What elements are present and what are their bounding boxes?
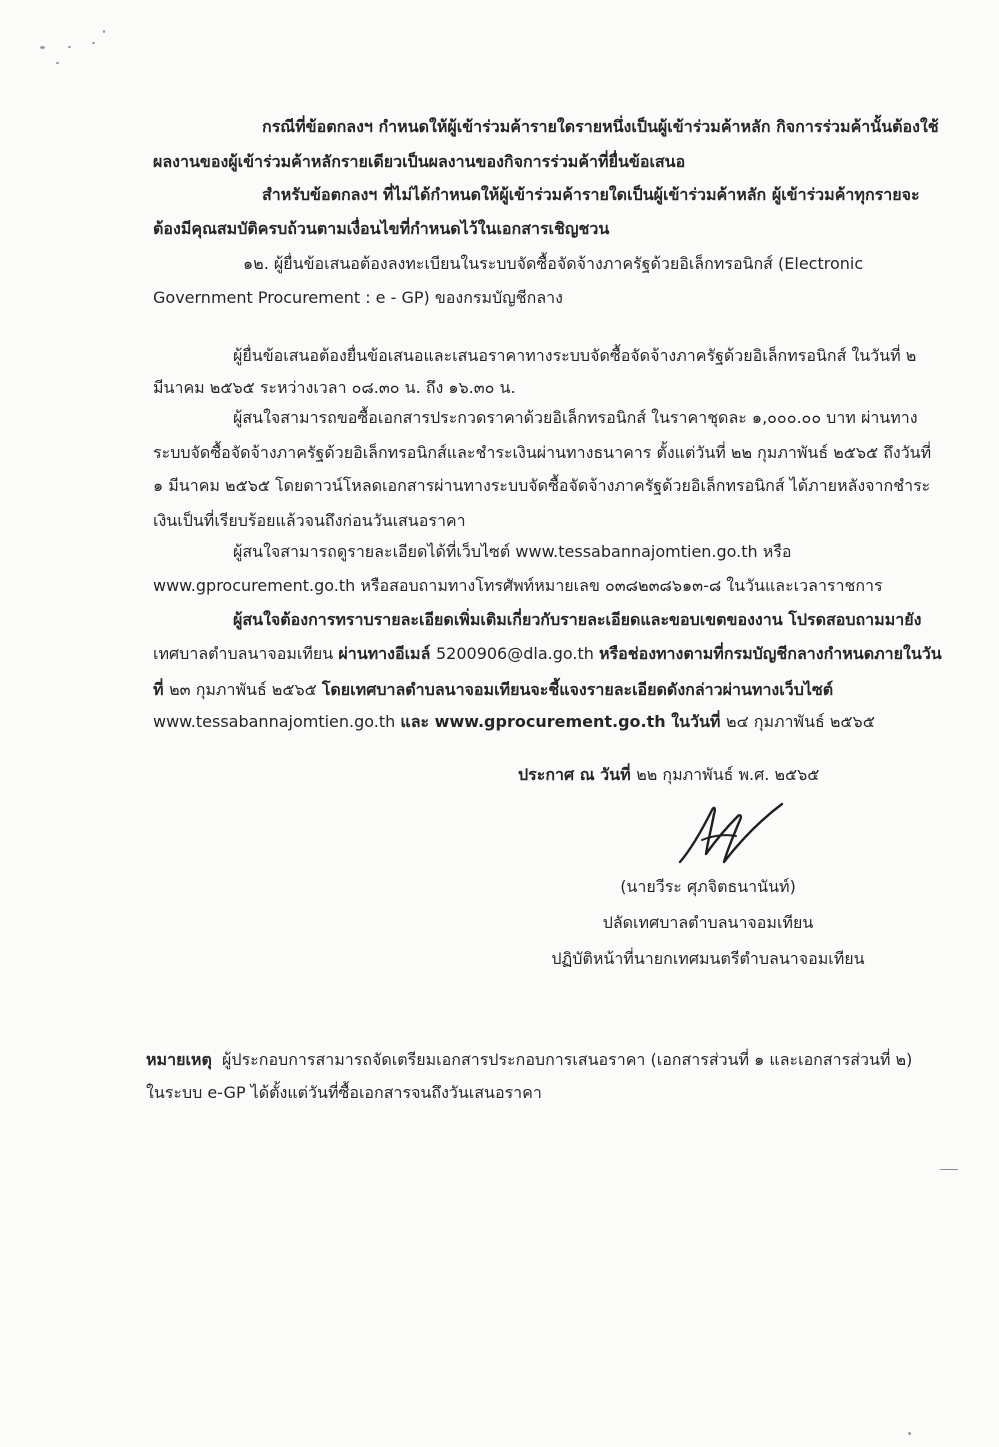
inquiry-on-date: ๒๔ กุมภาพันธ์ ๒๕๖๕ [726,712,875,731]
inquiry-channel: หรือช่องทางตามที่กรมบัญชีกลางกำหนดภายในวัน [598,644,942,663]
para-inquiry-line-1: ผู้สนใจต้องการทราบรายละเอียดเพิ่มเติมเกี่ยวกับรายละเอียดและขอบเขตของงาน โปรดสอบถามมายัง [233,610,922,629]
inquiry-deadline-date: ๒๓ กุมภาพันธ์ ๒๕๖๕ [169,680,322,699]
inquiry-deadline-prefix: ที่ [153,680,170,699]
para-purchase-line-4: เงินเป็นที่เรียบร้อยแล้วจนถึงก่อนวันเสนอราคา [153,511,466,530]
clause-12-line-2: Government Procurement : e - GP) ของกรมบัญชีกลาง [153,288,563,307]
para-no-lead-line-1: สำหรับข้อตกลงฯ ที่ไม่ได้กำหนดให้ผู้เข้าร่วมค้ารายใดเป็นผู้เข้าร่วมค้าหลัก ผู้เข้าร่วมค้าทุกรายจะ [262,185,920,204]
signatory-title-2: ปฏิบัติหน้าที่นายกเทศมนตรีตำบลนาจอมเทียน [551,949,865,968]
scan-mark [940,1169,958,1170]
para-lead-joint-line-1: กรณีที่ข้อตกลงฯ กำหนดให้ผู้เข้าร่วมค้ารายใดรายหนึ่งเป็นผู้เข้าร่วมค้าหลัก กิจการร่วมค้านั้นต้องใช้ [262,117,939,136]
para-inquiry-line-2 [153,644,942,664]
para-details-line-2: www.gprocurement.go.th หรือสอบถามทางโทรศัพท์หมายเลข ๐๓๘๒๓๘๖๑๓-๘ ในวันและเวลาราชการ [153,576,883,595]
para-inquiry-line-3 [153,680,833,700]
announce-line [518,765,819,785]
scan-speck [40,46,45,49]
inquiry-website-1: www.tessabannajomtien.go.th [153,712,401,731]
scan-speck [56,62,59,64]
para-submit-line-2: มีนาคม ๒๕๖๕ ระหว่างเวลา ๐๘.๓๐ น. ถึง ๑๖.๓๐ น. [153,378,516,397]
inquiry-on-date-label: ในวันที่ [671,712,727,731]
inquiry-and: และ [400,712,435,731]
signatory-name: (นายวีระ ศุภจิตธนานันท์) [620,877,796,896]
para-details-line-1: ผู้สนใจสามารถดูรายละเอียดได้ที่เว็บไซต์ www.tessabannajomtien.go.th หรือ [233,542,792,561]
inquiry-email-label: ผ่านทางอีเมล์ [338,644,436,663]
inquiry-clarify-text: จะชี้แจงรายละเอียดดังกล่าวผ่านทางเว็บไซต์ [530,680,834,699]
remark-label: หมายเหตุ [146,1050,212,1069]
para-submit-line-1: ผู้ยื่นข้อเสนอต้องยื่นข้อเสนอและเสนอราคาทางระบบจัดซื้อจัดจ้างภาครัฐด้วยอิเล็กทรอนิกส์ ในวันที่ ๒ [233,346,917,365]
announce-date: ๒๒ กุมภาพันธ์ พ.ศ. ๒๕๖๕ [636,765,820,784]
para-purchase-line-2: ระบบจัดซื้อจัดจ้างภาครัฐด้วยอิเล็กทรอนิกส์และชำระเงินผ่านทางธนาคาร ตั้งแต่วันที่ ๒๒ กุมภาพันธ์ ๒๕๖๕ ถึงวันที่ [153,443,932,462]
para-purchase-line-3: ๑ มีนาคม ๒๕๖๕ โดยดาวน์โหลดเอกสารผ่านทางระบบจัดซื้อจัดจ้างภาครัฐด้วยอิเล็กทรอนิกส์ ได้ภายหลังจากชำระ [153,476,931,495]
para-lead-joint-line-2: ผลงานของผู้เข้าร่วมค้าหลักรายเดียวเป็นผลงานของกิจการร่วมค้าที่ยื่นข้อเสนอ [153,152,686,171]
para-no-lead-line-2: ต้องมีคุณสมบัติครบถ้วนตามเงื่อนไขที่กำหนดไว้ในเอกสารเชิญชวน [153,219,610,238]
remark-line-1 [146,1050,912,1070]
scan-speck [908,1432,911,1435]
inquiry-website-2: www.gprocurement.go.th [434,712,672,731]
inquiry-email: 5200906@dla.go.th [435,644,599,663]
para-inquiry-line-4 [153,712,875,732]
inquiry-municipality: เทศบาลตำบลนาจอมเทียน [153,644,339,663]
para-purchase-line-1: ผู้สนใจสามารถขอซื้อเอกสารประกวดราคาด้วยอิเล็กทรอนิกส์ ในราคาชุดละ ๑,๐๐๐.๐๐ บาท ผ่านทาง [233,408,918,427]
remark-text-1: ผู้ประกอบการสามารถจัดเตรียมเอกสารประกอบการเสนอราคา (เอกสารส่วนที่ ๑ และเอกสารส่วนที่ ๒) [222,1050,913,1069]
scan-speck [68,46,71,48]
signatory-title-1: ปลัดเทศบาลตำบลนาจอมเทียน [602,913,814,932]
inquiry-clarify-by: โดยเทศบาลตำบลนาจอมเทียน [321,680,531,699]
handwritten-signature [672,800,788,870]
remark-line-2: ในระบบ e-GP ได้ตั้งแต่วันที่ซื้อเอกสารจนถึงวันเสนอราคา [146,1083,542,1102]
announce-label: ประกาศ ณ วันที่ [518,765,637,784]
scan-speck [103,30,105,33]
scan-speck [92,42,95,44]
clause-12-line-1: ๑๒. ผู้ยื่นข้อเสนอต้องลงทะเบียนในระบบจัดซื้อจัดจ้างภาครัฐด้วยอิเล็กทรอนิกส์ (Electronic [243,254,864,273]
